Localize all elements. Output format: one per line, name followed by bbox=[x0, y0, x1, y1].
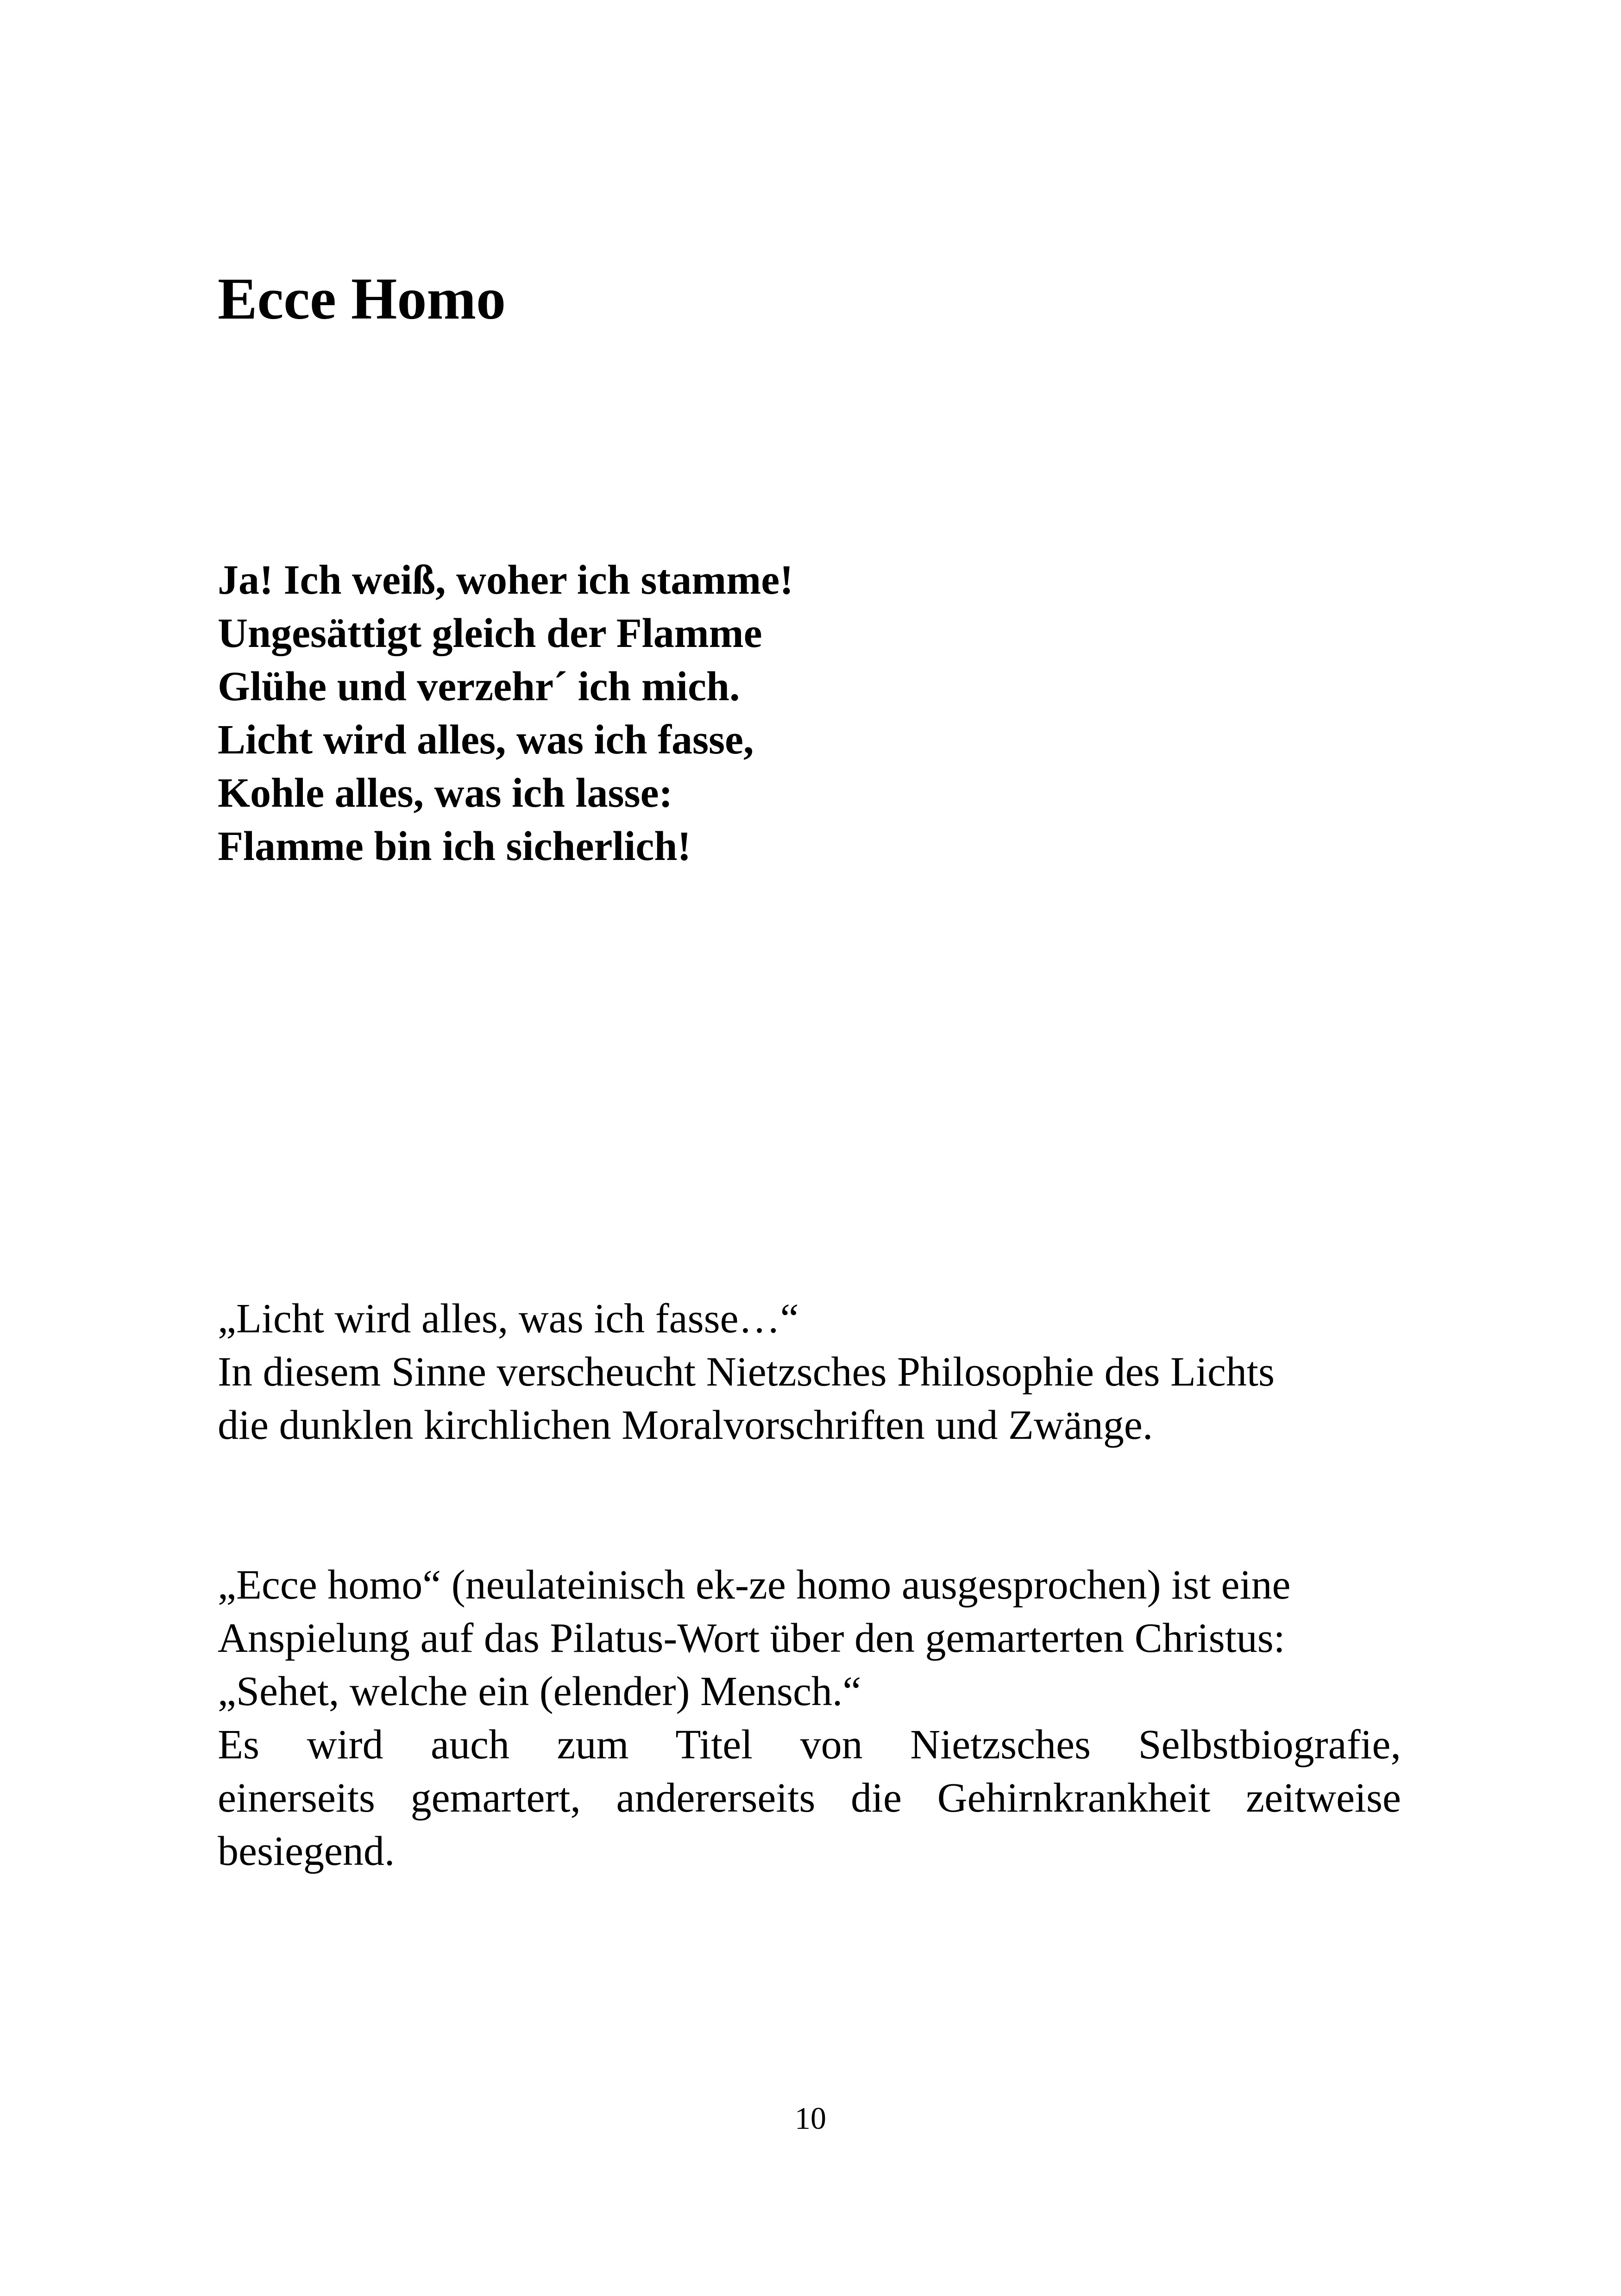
poem-line: Licht wird alles, was ich fasse, bbox=[218, 717, 754, 763]
commentary-line: Anspielung auf das Pilatus-Wort über den gemarterten Christus: bbox=[218, 1615, 1285, 1661]
commentary-line: Es wird auch zum Titel von Nietzsches Selbstbiografie, bbox=[218, 1722, 1401, 1768]
commentary-line: „Sehet, welche ein (elender) Mensch.“ bbox=[218, 1669, 861, 1714]
commentary-line: die dunklen kirchlichen Moralvorschriften und Zwänge. bbox=[218, 1402, 1153, 1448]
commentary-paragraph-ecce-homo bbox=[218, 1558, 1401, 1878]
commentary-line: einerseits gemartert, andererseits die Gehirnkrankheit zeitweise bbox=[218, 1775, 1401, 1821]
page-title: Ecce Homo bbox=[218, 266, 506, 332]
poem-line: Ungesättigt gleich der Flamme bbox=[218, 610, 762, 656]
poem-line: Ja! Ich weiß, woher ich stamme! bbox=[218, 557, 794, 603]
commentary-line: In diesem Sinne verscheucht Nietzsches Philosophie des Lichts bbox=[218, 1349, 1275, 1395]
poem-line: Glühe und verzehr´ ich mich. bbox=[218, 664, 740, 709]
poem-line: Flamme bin ich sicherlich! bbox=[218, 823, 691, 869]
poem bbox=[218, 553, 793, 873]
commentary-line: besiegend. bbox=[218, 1828, 395, 1874]
page-number: 10 bbox=[795, 2101, 826, 2136]
commentary-line: „Licht wird alles, was ich fasse…“ bbox=[218, 1296, 799, 1342]
commentary-paragraph-light bbox=[218, 1292, 1401, 1452]
commentary-line: „Ecce homo“ (neulateinisch ek-ze homo ausgesprochen) ist eine bbox=[218, 1562, 1291, 1608]
poem-line: Kohle alles, was ich lasse: bbox=[218, 770, 673, 816]
